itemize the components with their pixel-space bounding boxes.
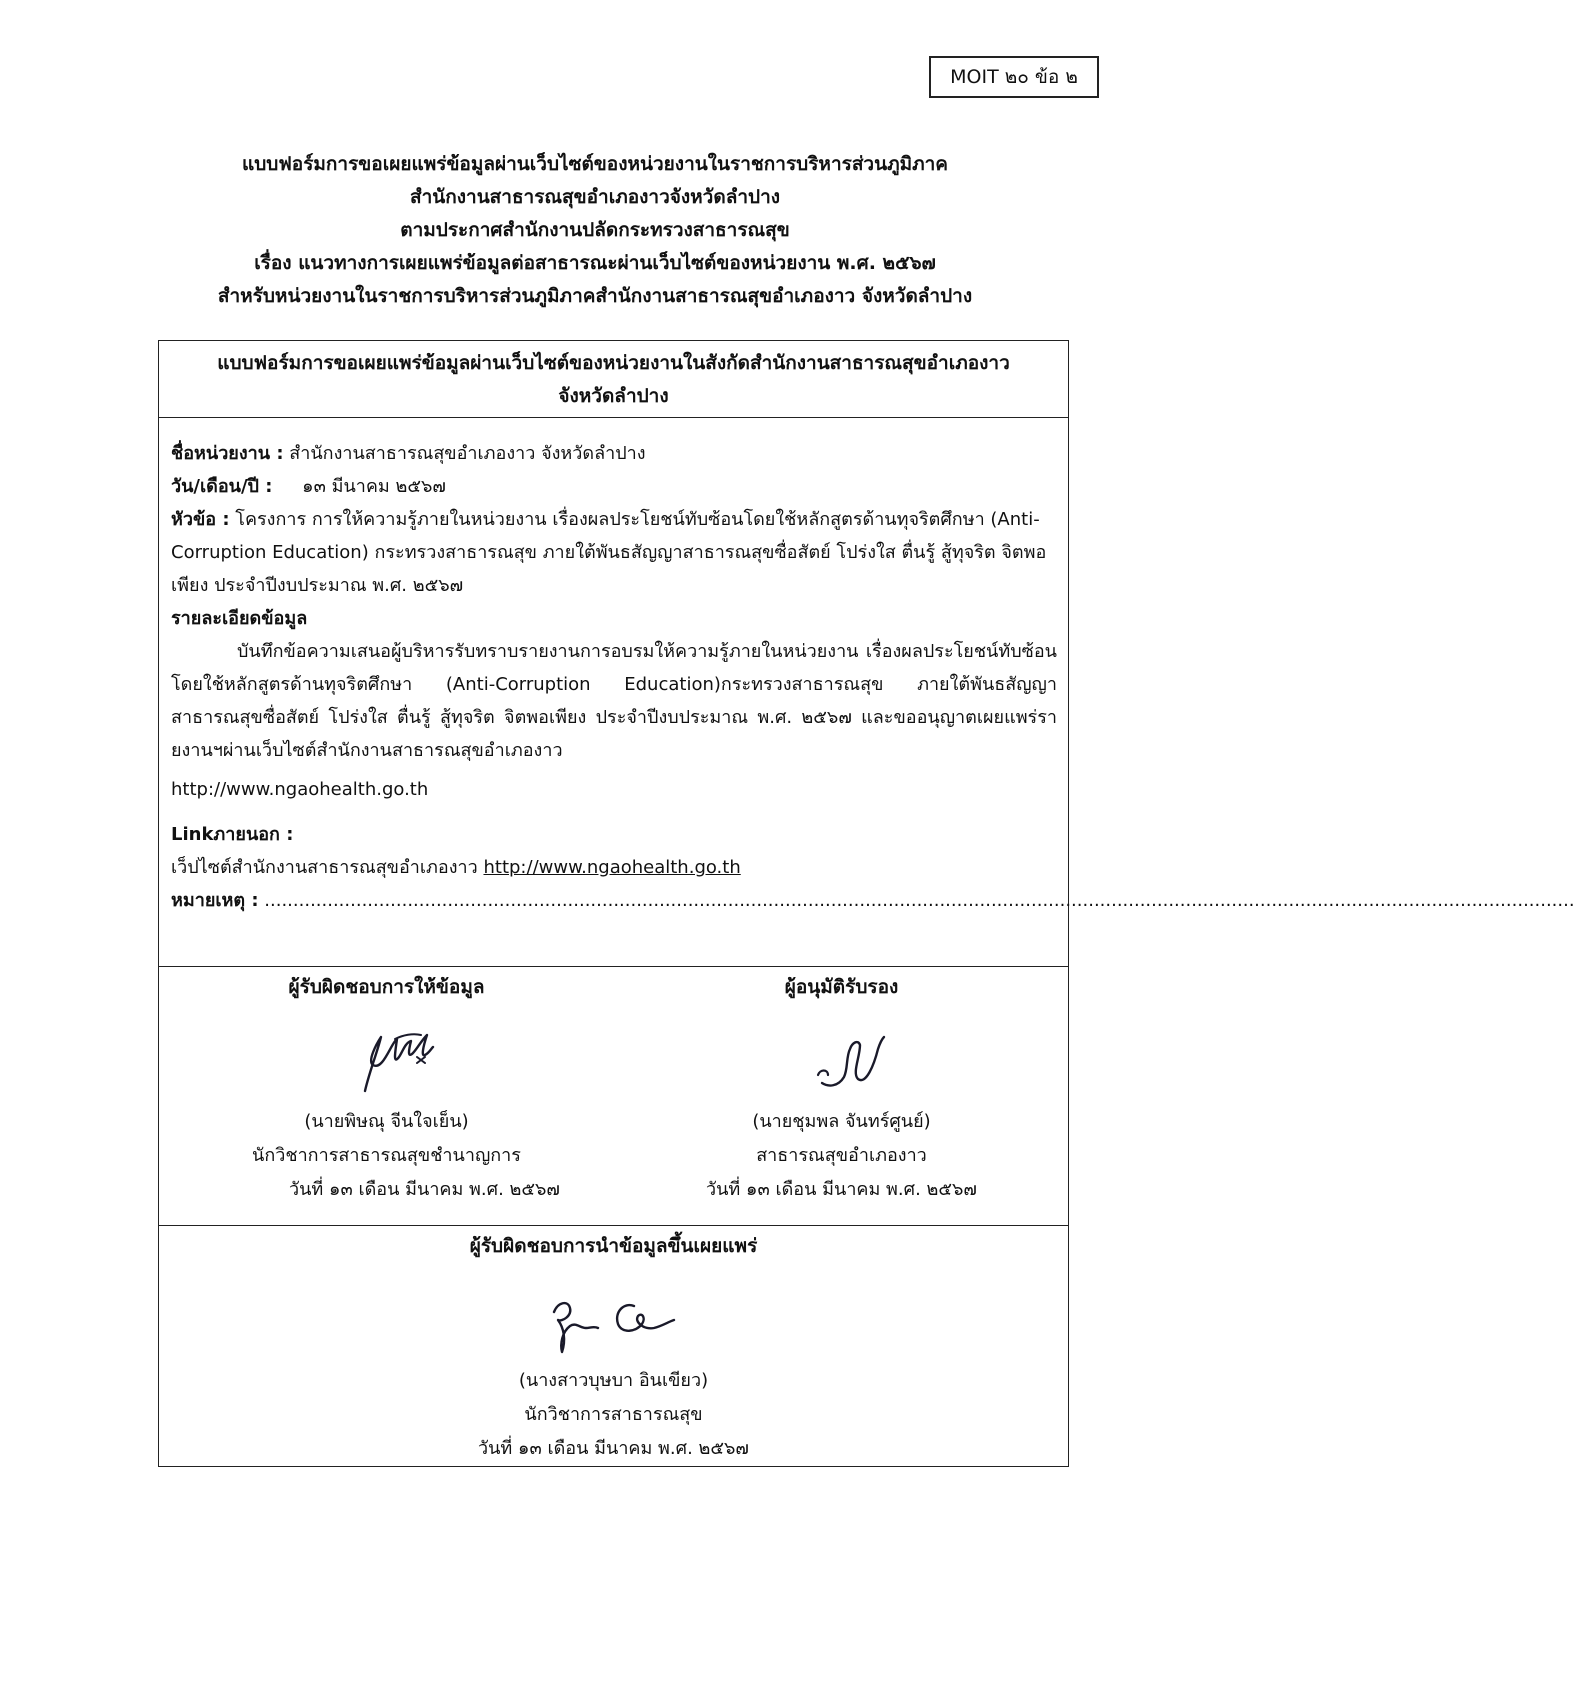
publication-form — [158, 340, 1575, 1467]
provider-position: นักวิชาการสาธารณสุขชำนาญการ — [252, 1145, 521, 1166]
approver-date: วันที่ ๑๓ เดือน มีนาคม พ.ศ. ๒๕๖๗ — [706, 1179, 977, 1200]
topic-value: โครงการ การให้ความรู้ภายในหน่วยงาน เรื่องผลประโยชน์ทับซ้อนโดยใช้หลักสูตรด้านทุจริตศึกษา (Anti-Corruption Education) กระทรวงสาธารณสุข ภายใต้พันธสัญญาสาธารณสุขซื่อสัตย์ โปร่งใส ตื่นรู้ สู้ทุจริต จิตพอเพียง ประจำปีงบประมาณ พ.ศ. ๒๕๖๗ — [171, 509, 1047, 596]
external-link-row — [171, 851, 1057, 884]
note-row — [171, 884, 1575, 917]
detail-paragraph — [171, 635, 1057, 767]
approver-position: สาธารณสุขอำเภองาว — [756, 1145, 927, 1166]
form-title — [159, 341, 1068, 418]
publisher-signature-block — [159, 1226, 1068, 1466]
signature-section — [159, 966, 1068, 1226]
external-link[interactable]: http://www.ngaohealth.go.th — [483, 857, 741, 878]
document-code: MOIT ๒๐ ข้อ ๒ — [950, 66, 1078, 88]
note-dots: ..................................................................................................................................................................................................................................... — [264, 890, 1575, 911]
provider-heading: ผู้รับผิดชอบการให้ข้อมูล — [288, 976, 485, 998]
agency-value: สำนักงานสาธารณสุขอำเภองาว จังหวัดลำปาง — [289, 443, 646, 464]
detail-text: บันทึกข้อความเสนอผู้บริหารรับทราบรายงานการอบรมให้ความรู้ภายในหน่วยงาน เรื่องผลประโยชน์ทับซ้อนโดยใช้หลักสูตรด้านทุจริตศึกษา (Anti-Corruption Education)กระทรวงสาธารณสุข ภายใต้พันธสัญญาสาธารณสุขซื่อสัตย์ โปร่งใส ตื่นรู้ สู้ทุจริต จิตพอเพียง ประจำปีงบประมาณ พ.ศ. ๒๕๖๗ และขออนุญาตเผยแพร่รายงานฯผ่านเว็บไซต์สำนักงานสาธารณสุขอำเภองาว — [171, 641, 1057, 761]
detail-url: http://www.ngaohealth.go.th — [171, 779, 429, 800]
topic-label: หัวข้อ : — [171, 509, 230, 530]
approver-heading: ผู้อนุมัติรับรอง — [784, 976, 899, 998]
detail-label: รายละเอียดข้อมูล — [171, 608, 308, 629]
topic-row — [171, 503, 1057, 602]
agency-label: ชื่อหน่วยงาน : — [171, 443, 284, 464]
provider-date: วันที่ ๑๓ เดือน มีนาคม พ.ศ. ๒๕๖๗ — [289, 1179, 560, 1200]
form-title-line-1: แบบฟอร์มการขอเผยแพร่ข้อมูลผ่านเว็บไซต์ของหน่วยงานในสังกัดสำนักงานสาธารณสุขอำเภองาว — [217, 352, 1010, 374]
provider-name: (นายพิษณุ จีนใจเย็น) — [304, 1111, 469, 1132]
external-link-prefix: เว็ปไซต์สำนักงานสาธารณสุขอำเภองาว — [171, 857, 478, 878]
publisher-heading: ผู้รับผิดชอบการนำข้อมูลขึ้นเผยแพร่ — [469, 1235, 758, 1257]
header-line-4: เรื่อง แนวทางการเผยแพร่ข้อมูลต่อสาธารณะผ่านเว็บไซต์ของหน่วยงาน พ.ศ. ๒๕๖๗ — [254, 252, 936, 274]
date-row — [171, 470, 1057, 503]
header-line-2: สำนักงานสาธารณสุขอำเภองาวจังหวัดลำปาง — [409, 186, 781, 208]
agency-row — [171, 437, 1057, 470]
provider-signature-block — [159, 967, 614, 1207]
note-label: หมายเหตุ : — [171, 890, 259, 911]
publisher-date: วันที่ ๑๓ เดือน มีนาคม พ.ศ. ๒๕๖๗ — [478, 1438, 749, 1459]
approver-signature-icon — [762, 1013, 922, 1105]
form-title-line-2: จังหวัดลำปาง — [558, 385, 669, 407]
header-line-1: แบบฟอร์มการขอเผยแพร่ข้อมูลผ่านเว็บไซต์ของหน่วยงานในราชการบริหารส่วนภูมิภาค — [241, 153, 949, 175]
approver-name: (นายชุมพล จันทร์ศูนย์) — [752, 1111, 931, 1132]
date-label: วัน/เดือน/ปี : — [171, 476, 273, 497]
header-line-5: สำหรับหน่วยงานในราชการบริหารส่วนภูมิภาคสำนักงานสาธารณสุขอำเภองาว จังหวัดลำปาง — [217, 285, 973, 307]
publisher-position: นักวิชาการสาธารณสุข — [524, 1404, 703, 1425]
form-info — [171, 437, 1575, 917]
publisher-name: (นางสาวบุษบา อินเขียว) — [518, 1370, 709, 1391]
external-link-label: Linkภายนอก : — [171, 824, 294, 845]
document-code-box — [929, 56, 1099, 98]
date-value: ๑๓ มีนาคม ๒๕๖๗ — [302, 476, 446, 497]
publisher-signature-icon — [514, 1272, 714, 1364]
approver-signature-block — [614, 967, 1069, 1207]
header-line-3: ตามประกาศสำนักงานปลัดกระทรวงสาธารณสุข — [400, 219, 790, 241]
document-header — [150, 148, 1040, 313]
provider-signature-icon — [307, 1013, 467, 1105]
